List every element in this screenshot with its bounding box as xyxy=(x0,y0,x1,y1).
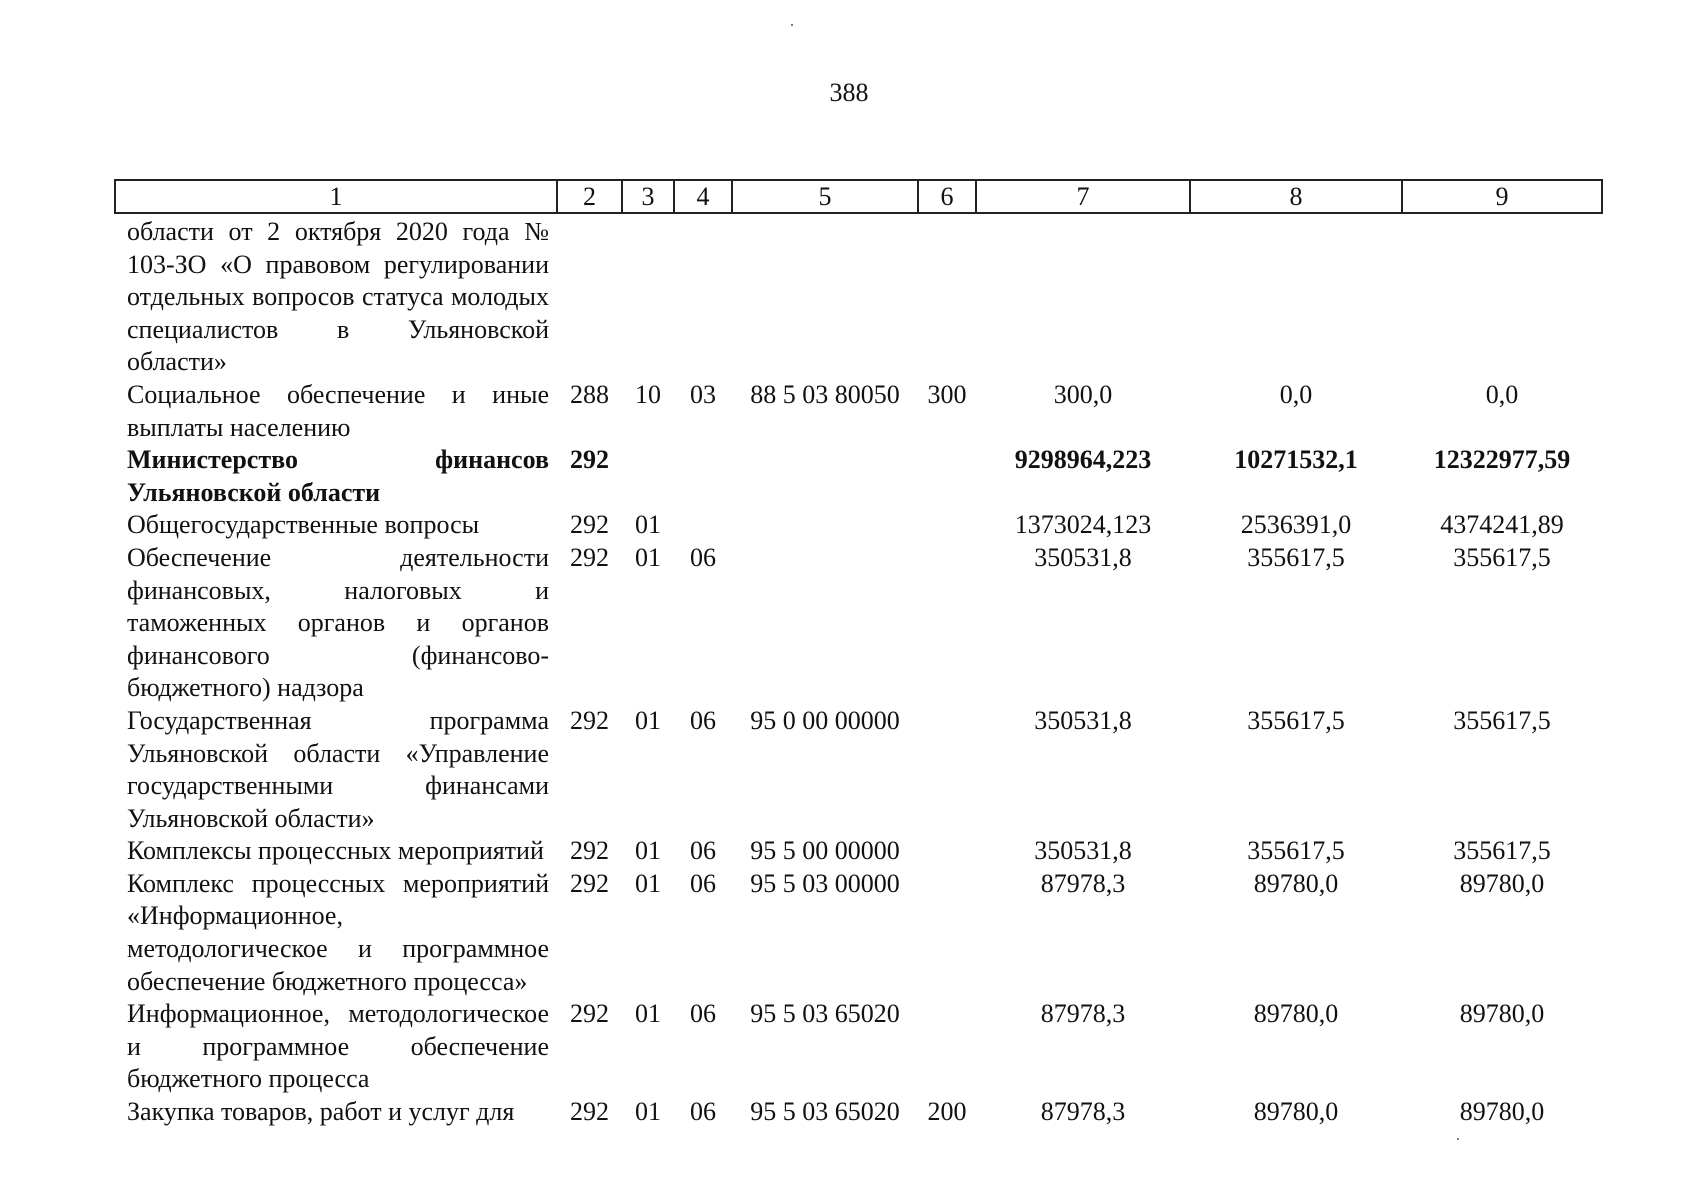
subsection-code-cell xyxy=(674,444,732,509)
amount-col-9-cell: 4374241,89 xyxy=(1440,510,1564,540)
subsection-code-cell xyxy=(674,509,732,542)
header-row xyxy=(115,180,1602,213)
amount-col-7-cell: 350531,8 xyxy=(1034,705,1132,735)
row-name-cell: Закупка товаров, работ и услуг для xyxy=(127,1097,515,1127)
header-col-9: 9 xyxy=(1402,180,1602,213)
target-article-cell xyxy=(732,213,918,379)
table-row xyxy=(115,705,1602,835)
row-name-cell: Государственная программа Ульяновской области «Управление государственными финансами Ульяновской области» xyxy=(127,705,549,833)
amount-col-8-cell: 10271532,1 xyxy=(1234,445,1358,475)
ministry-code-cell xyxy=(557,213,622,379)
table-row xyxy=(115,542,1602,705)
amount-col-8-cell: 89780,0 xyxy=(1253,1097,1339,1127)
section-code-cell: 01 xyxy=(635,836,661,866)
amount-col-9-cell: 89780,0 xyxy=(1459,868,1545,898)
target-article-cell: 95 5 03 00000 xyxy=(750,868,900,898)
page-number: 388 xyxy=(829,78,869,107)
amount-col-8-cell: 89780,0 xyxy=(1253,868,1339,898)
header-col-7: 7 xyxy=(976,180,1190,213)
amount-col-9-cell: 12322977,59 xyxy=(1433,445,1571,475)
expense-type-cell xyxy=(918,998,976,1096)
header-col-1: 1 xyxy=(115,180,557,213)
ministry-code-cell: 288 xyxy=(570,379,609,409)
section-code-cell: 01 xyxy=(635,705,661,735)
expense-type-cell xyxy=(918,835,976,868)
ministry-code-cell: 292 xyxy=(570,542,609,572)
amount-col-9-cell: 355617,5 xyxy=(1453,836,1551,866)
row-name-cell: Информационное, методологическое и программное обеспечение бюджетного процесса xyxy=(127,999,549,1094)
amount-col-7-cell: 1373024,123 xyxy=(1014,510,1152,540)
row-name-cell: Министерство финансов Ульяновской области xyxy=(127,445,549,507)
amount-col-8-cell: 89780,0 xyxy=(1253,999,1339,1029)
subsection-code-cell xyxy=(674,213,732,379)
amount-col-7-cell: 300,0 xyxy=(1053,379,1113,409)
budget-table xyxy=(114,179,1603,1129)
target-article-cell: 95 5 03 65020 xyxy=(750,1097,900,1127)
table-row xyxy=(115,998,1602,1096)
expense-type-cell xyxy=(918,213,976,379)
header-col-5: 5 xyxy=(732,180,918,213)
section-code-cell: 10 xyxy=(635,379,661,409)
ministry-code-cell: 292 xyxy=(570,445,609,475)
table-row xyxy=(115,509,1602,542)
amount-col-9-cell: 89780,0 xyxy=(1459,1097,1545,1127)
subsection-code-cell: 06 xyxy=(690,1097,716,1127)
section-code-cell: 01 xyxy=(635,999,661,1029)
expense-type-cell: 200 xyxy=(927,1097,967,1127)
row-name-cell: Общегосударственные вопросы xyxy=(127,510,480,540)
row-name-cell: Социальное обеспечение и иные выплаты населению xyxy=(127,379,549,442)
target-article-cell xyxy=(732,509,918,542)
target-article-cell xyxy=(732,444,918,509)
expense-type-cell xyxy=(918,444,976,509)
ministry-code-cell: 292 xyxy=(570,836,609,866)
ministry-code-cell: 292 xyxy=(570,510,609,540)
expense-type-cell: 300 xyxy=(927,379,967,409)
amount-col-9-cell: 355617,5 xyxy=(1453,542,1551,572)
table-header xyxy=(115,180,1602,213)
subsection-code-cell: 06 xyxy=(690,836,716,866)
table-row xyxy=(115,835,1602,868)
table-body xyxy=(115,213,1602,1129)
row-name-cell: Обеспечение деятельности финансовых, налоговых и таможенных органов и органов финансового (финансово-бюджетного) надзора xyxy=(127,542,549,703)
subsection-code-cell: 06 xyxy=(690,999,716,1029)
table-row xyxy=(115,868,1602,998)
ministry-code-cell: 292 xyxy=(570,999,609,1029)
table-row xyxy=(115,213,1602,379)
amount-col-9-cell xyxy=(1402,213,1602,379)
target-article-cell: 95 5 03 65020 xyxy=(750,999,900,1029)
subsection-code-cell: 06 xyxy=(690,705,716,735)
amount-col-9-cell: 355617,5 xyxy=(1453,705,1551,735)
header-col-6: 6 xyxy=(918,180,976,213)
amount-col-7-cell: 87978,3 xyxy=(1040,999,1126,1029)
expense-type-cell xyxy=(918,868,976,998)
amount-col-8-cell xyxy=(1190,213,1402,379)
row-name-cell: Комплексы процессных мероприятий xyxy=(127,836,544,866)
amount-col-9-cell: 89780,0 xyxy=(1459,999,1545,1029)
section-code-cell: 01 xyxy=(635,542,661,572)
expense-type-cell xyxy=(918,705,976,835)
amount-col-7-cell: 87978,3 xyxy=(1040,1097,1126,1127)
expense-type-cell xyxy=(918,542,976,705)
section-code-cell xyxy=(622,444,674,509)
table-row xyxy=(115,444,1602,509)
header-col-3: 3 xyxy=(622,180,674,213)
ministry-code-cell: 292 xyxy=(570,1097,609,1127)
amount-col-7-cell: 350531,8 xyxy=(1034,542,1132,572)
amount-col-9-cell: 0,0 xyxy=(1485,379,1519,409)
amount-col-8-cell: 355617,5 xyxy=(1247,542,1345,572)
table-row xyxy=(115,1096,1602,1129)
ministry-code-cell: 292 xyxy=(570,868,609,898)
section-code-cell: 01 xyxy=(635,510,661,540)
header-col-4: 4 xyxy=(674,180,732,213)
scan-speck xyxy=(791,24,793,26)
amount-col-8-cell: 0,0 xyxy=(1279,379,1313,409)
amount-col-7-cell: 350531,8 xyxy=(1034,836,1132,866)
amount-col-8-cell: 2536391,0 xyxy=(1240,510,1352,540)
subsection-code-cell: 03 xyxy=(690,379,716,409)
section-code-cell xyxy=(622,213,674,379)
amount-col-8-cell: 355617,5 xyxy=(1247,836,1345,866)
amount-col-7-cell: 9298964,223 xyxy=(1014,445,1152,475)
subsection-code-cell: 06 xyxy=(690,542,716,572)
header-col-8: 8 xyxy=(1190,180,1402,213)
target-article-cell xyxy=(732,542,918,705)
expense-type-cell xyxy=(918,509,976,542)
target-article-cell: 95 0 00 00000 xyxy=(750,705,900,735)
row-name-cell: области от 2 октября 2020 года № 103-ЗО «О правовом регулировании отдельных вопросов статуса молодых специалистов в Ульяновской области» xyxy=(127,217,549,377)
amount-col-8-cell: 355617,5 xyxy=(1247,705,1345,735)
target-article-cell: 95 5 00 00000 xyxy=(750,836,900,866)
section-code-cell: 01 xyxy=(635,868,661,898)
scan-speck xyxy=(1457,1138,1459,1140)
row-name-cell: Комплекс процессных мероприятий «Информационное, методологическое и программное обеспечение бюджетного процесса» xyxy=(127,868,549,996)
table-row xyxy=(115,379,1602,444)
amount-col-7-cell xyxy=(976,213,1190,379)
section-code-cell: 01 xyxy=(635,1097,661,1127)
amount-col-7-cell: 87978,3 xyxy=(1040,868,1126,898)
subsection-code-cell: 06 xyxy=(690,868,716,898)
header-col-2: 2 xyxy=(557,180,622,213)
ministry-code-cell: 292 xyxy=(570,705,609,735)
target-article-cell: 88 5 03 80050 xyxy=(750,379,900,409)
